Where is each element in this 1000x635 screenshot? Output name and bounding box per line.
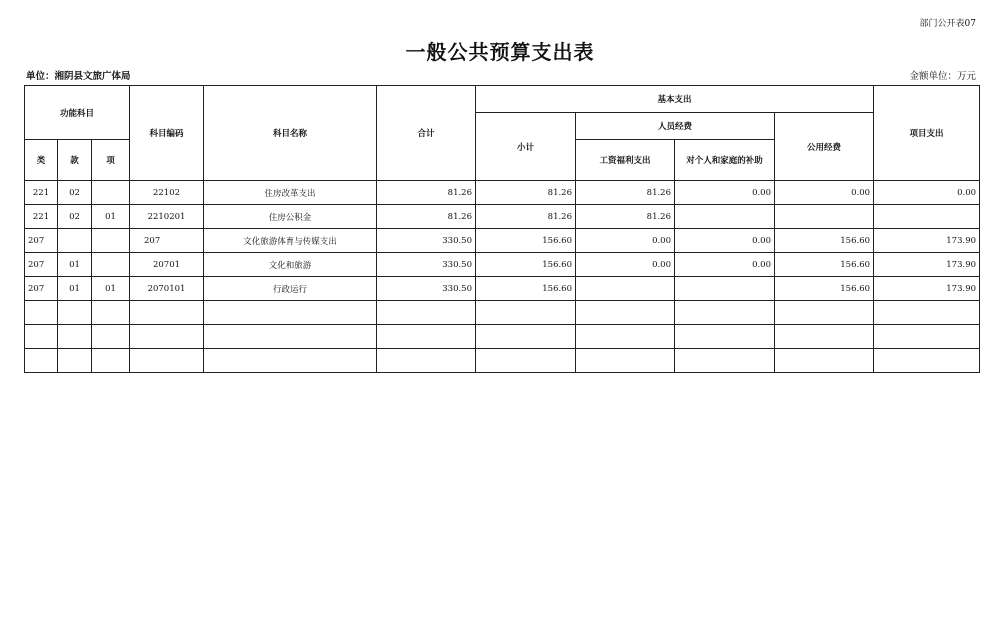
header-lei: 类 — [25, 140, 58, 181]
cell-xiang — [92, 181, 130, 205]
header-func-subject: 功能科目 — [25, 86, 130, 140]
amount-unit-label: 金额单位：万元 — [909, 71, 976, 82]
cell-xiang — [92, 229, 130, 253]
cell-code — [130, 325, 204, 349]
cell-name: 行政运行 — [204, 277, 377, 301]
cell-code: 2070101 — [130, 277, 204, 301]
cell-total — [377, 301, 476, 325]
cell-name — [204, 301, 377, 325]
cell-salary: 81.26 — [576, 205, 675, 229]
header-project: 项目支出 — [874, 86, 980, 181]
budget-table — [24, 85, 980, 373]
page-title: 一般公共预算支出表 — [405, 40, 595, 64]
cell-salary — [576, 277, 675, 301]
cell-subtotal: 81.26 — [476, 181, 576, 205]
cell-total — [377, 349, 476, 373]
cell-public — [775, 205, 874, 229]
cell-project: 173.90 — [874, 229, 980, 253]
cell-name: 住房改革支出 — [204, 181, 377, 205]
table-row — [25, 349, 980, 373]
cell-public — [775, 349, 874, 373]
cell-lei: 221 — [25, 205, 58, 229]
header-code: 科目编码 — [130, 86, 204, 181]
cell-subtotal: 156.60 — [476, 229, 576, 253]
cell-subsidy — [675, 325, 775, 349]
cell-xiang — [92, 325, 130, 349]
cell-salary — [576, 325, 675, 349]
cell-name — [204, 325, 377, 349]
header-subsidy: 对个人和家庭的补助 — [675, 140, 775, 181]
cell-subtotal — [476, 301, 576, 325]
header-name: 科目名称 — [204, 86, 377, 181]
cell-code: 20701 — [130, 253, 204, 277]
cell-total: 330.50 — [377, 277, 476, 301]
cell-project: 173.90 — [874, 253, 980, 277]
table-row — [25, 205, 980, 229]
cell-code — [130, 349, 204, 373]
cell-code: 207 — [130, 229, 204, 253]
cell-total: 330.50 — [377, 229, 476, 253]
table-row — [25, 253, 980, 277]
cell-salary: 0.00 — [576, 229, 675, 253]
header-xiang: 项 — [92, 140, 130, 181]
cell-code — [130, 301, 204, 325]
cell-kuan — [58, 301, 92, 325]
cell-xiang: 01 — [92, 277, 130, 301]
cell-xiang: 01 — [92, 205, 130, 229]
cell-subtotal — [476, 349, 576, 373]
cell-salary — [576, 301, 675, 325]
table-row — [25, 325, 980, 349]
cell-total: 81.26 — [377, 205, 476, 229]
cell-subsidy — [675, 277, 775, 301]
cell-project — [874, 325, 980, 349]
cell-public: 156.60 — [775, 277, 874, 301]
cell-lei: 207 — [25, 229, 58, 253]
header-personnel: 人员经费 — [576, 113, 775, 140]
cell-project: 0.00 — [874, 181, 980, 205]
cell-total — [377, 325, 476, 349]
cell-subtotal: 81.26 — [476, 205, 576, 229]
cell-subsidy: 0.00 — [675, 253, 775, 277]
cell-lei: 207 — [25, 253, 58, 277]
cell-code: 22102 — [130, 181, 204, 205]
cell-public — [775, 325, 874, 349]
cell-name — [204, 349, 377, 373]
unit-label: 单位：湘阴县文旅广体局 — [26, 71, 131, 82]
cell-lei — [25, 349, 58, 373]
cell-subsidy: 0.00 — [675, 229, 775, 253]
cell-subsidy — [675, 349, 775, 373]
cell-lei — [25, 301, 58, 325]
cell-project: 173.90 — [874, 277, 980, 301]
header-basic: 基本支出 — [476, 86, 874, 113]
cell-name: 住房公积金 — [204, 205, 377, 229]
cell-kuan — [58, 349, 92, 373]
cell-public: 0.00 — [775, 181, 874, 205]
table-row — [25, 277, 980, 301]
cell-kuan: 02 — [58, 205, 92, 229]
table-row — [25, 229, 980, 253]
cell-xiang — [92, 253, 130, 277]
cell-total: 330.50 — [377, 253, 476, 277]
cell-lei: 221 — [25, 181, 58, 205]
cell-public — [775, 301, 874, 325]
cell-subsidy — [675, 301, 775, 325]
cell-subtotal: 156.60 — [476, 253, 576, 277]
cell-xiang — [92, 349, 130, 373]
cell-subtotal: 156.60 — [476, 277, 576, 301]
cell-total: 81.26 — [377, 181, 476, 205]
header-public: 公用经费 — [775, 113, 874, 181]
cell-name: 文化和旅游 — [204, 253, 377, 277]
cell-project — [874, 205, 980, 229]
cell-lei: 207 — [25, 277, 58, 301]
cell-kuan — [58, 325, 92, 349]
cell-code: 2210201 — [130, 205, 204, 229]
header-subtotal: 小计 — [476, 113, 576, 181]
cell-kuan: 02 — [58, 181, 92, 205]
cell-salary: 0.00 — [576, 253, 675, 277]
form-number: 部门公开表07 — [919, 19, 976, 29]
cell-subtotal — [476, 325, 576, 349]
header-salary: 工资福利支出 — [576, 140, 675, 181]
cell-kuan — [58, 229, 92, 253]
table-row — [25, 301, 980, 325]
table-row — [25, 181, 980, 205]
cell-kuan: 01 — [58, 277, 92, 301]
cell-project — [874, 301, 980, 325]
cell-subsidy: 0.00 — [675, 181, 775, 205]
cell-name: 文化旅游体育与传媒支出 — [204, 229, 377, 253]
cell-kuan: 01 — [58, 253, 92, 277]
cell-salary — [576, 349, 675, 373]
cell-project — [874, 349, 980, 373]
cell-public: 156.60 — [775, 229, 874, 253]
header-kuan: 款 — [58, 140, 92, 181]
cell-xiang — [92, 301, 130, 325]
cell-lei — [25, 325, 58, 349]
cell-salary: 81.26 — [576, 181, 675, 205]
cell-public: 156.60 — [775, 253, 874, 277]
cell-subsidy — [675, 205, 775, 229]
header-total: 合计 — [377, 86, 476, 181]
